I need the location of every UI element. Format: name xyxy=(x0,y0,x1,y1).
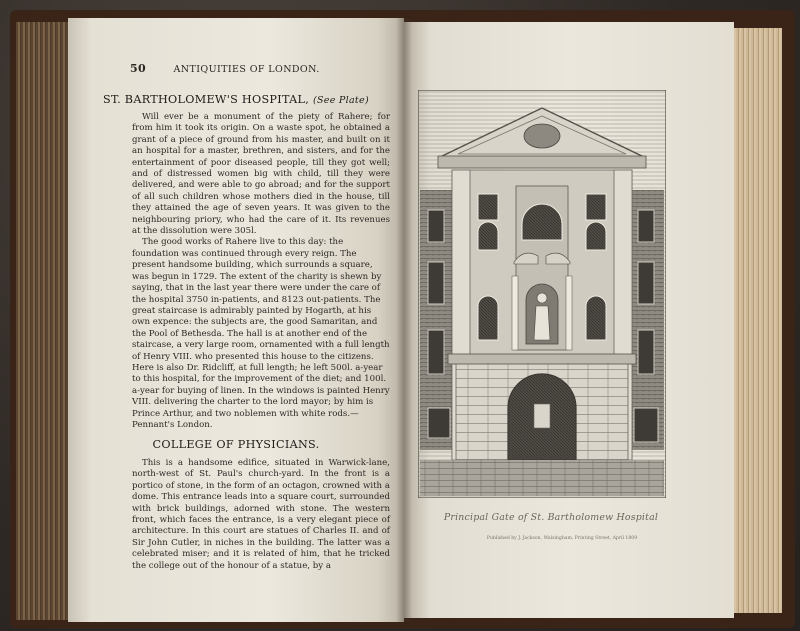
right-page xyxy=(404,22,734,618)
hospital-paragraph-1: Will ever be a monument of the piety of Rahere; for from him it took its origin. On a waste spot, he obtained a grant of a piece of ground from his master, and built on it an hospital for a master, brethren, and sisters, and for the entertainment of poor diseased people, till they got well; and of distressed women big with child, till they were delivered, and were able to go abroad; and for the support of all such children whose mothers died in the house, till they attained the age of seven years. It was given to the neighbouring priory, who had the care of it. Its revenues at the dissolution were 305l. xyxy=(132,112,390,237)
pavement xyxy=(420,460,664,496)
physicians-paragraph-1: This is a handsome edifice, situated in Warwick-lane, north-west of St. Paul's church-yard. In the front is a portico of stone, in the form of an octagon, crowned with a dome. This entrance leads into a square court, surrounded with brick buildings, adorned with stone. The western front, which faces the entrance, is a very elegant piece of architecture. In this court are statues of Charles II. and of Sir John Cutler, in niches in the building. The latter was a celebrated miser; and it is related of him, that he tricked the college out of the honour of a statue, by a xyxy=(132,458,390,571)
left-page xyxy=(68,18,404,622)
inner-doorway xyxy=(534,404,550,428)
section-title-physicians-text: COLLEGE OF PHYSICIANS. xyxy=(152,438,320,451)
left-page-edges xyxy=(16,22,76,620)
section-title-hospital xyxy=(68,93,404,106)
hospital-text xyxy=(132,112,390,431)
physicians-text xyxy=(132,458,390,572)
page-number: 50 xyxy=(130,62,147,75)
central-window xyxy=(522,204,562,240)
entablature xyxy=(438,156,646,168)
running-head-title: ANTIQUITIES OF LONDON. xyxy=(173,64,320,75)
cornice-band xyxy=(448,354,636,364)
see-plate-note: (See Plate) xyxy=(312,95,369,106)
publisher-line: Published by J. Jackson, Walsingham, Printing Street, April 1809 xyxy=(486,536,638,541)
engraving-plate xyxy=(418,90,666,498)
section-title-hospital-text: ST. BARTHOLOMEW'S HOSPITAL, xyxy=(103,93,310,106)
book-gutter xyxy=(396,18,412,622)
running-head xyxy=(130,62,320,75)
right-page-edges xyxy=(726,28,782,613)
section-title-physicians xyxy=(68,438,404,451)
hospital-paragraph-2: The good works of Rahere live to this day: the foundation was continued through every reign. The present handsome building, which surrounds a square, was begun in 1729. The extent of the charity is shewn by saying, that in the last year there were under the care of the hospital 3750 in-patients, and 8123 out-patients. The great staircase is admirably painted by Hogarth, at his own expence: the subjects are, the good Samaritan, and the Pool of Bethesda. The hall is at another end of the staircase, a very large room, ornamented with a full length of Henry VIII. who presented this house to the citizens. Here is also Dr. Ridcliff, at full length; he left 500l. a-year to this hospital, for the improvement of the diet; and 100l. a-year for buying of linen. In the windows is painted Henry VIII. delivering the charter to the lord mayor; by him is Prince Arthur, and two noblemen with white rods.—Pennant's London. xyxy=(132,237,390,430)
plate-caption: Principal Gate of St. Bartholomew Hospital xyxy=(443,512,659,523)
coat-of-arms xyxy=(524,124,560,148)
